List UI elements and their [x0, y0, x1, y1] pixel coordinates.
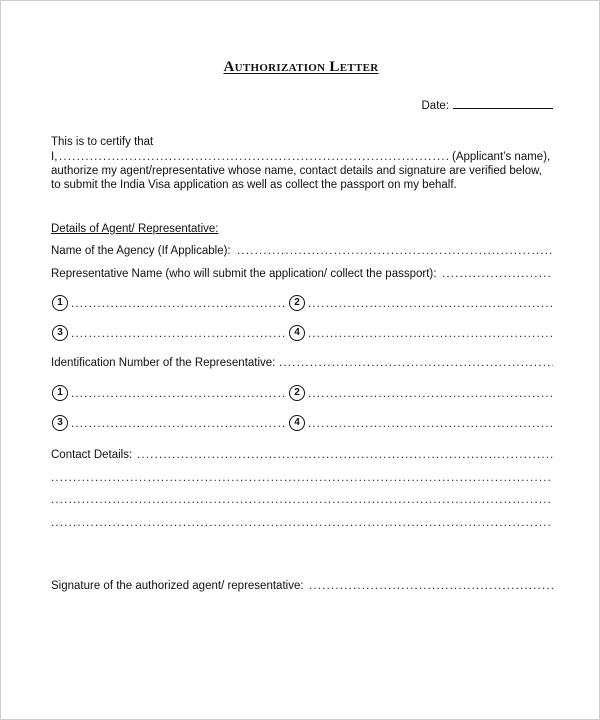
rep-name-field[interactable] — [442, 267, 551, 281]
id-number-3-icon: 3 — [52, 415, 68, 431]
id-field-4[interactable] — [308, 417, 553, 431]
id-number-2-icon: 2 — [289, 385, 305, 401]
name-field-2[interactable] — [308, 297, 553, 311]
agent-details-heading: Details of Agent/ Representative: — [51, 223, 219, 235]
contact-field-3[interactable] — [51, 493, 553, 507]
intro-line-1: This is to certify that — [51, 136, 154, 148]
name-field-3[interactable] — [71, 327, 285, 341]
signature-label: Signature of the authorized agent/ representative: — [51, 580, 304, 592]
signature-field[interactable] — [309, 579, 553, 593]
id-number-1-icon: 1 — [52, 385, 68, 401]
number-4-icon: 4 — [289, 325, 305, 341]
id-number-4-icon: 4 — [289, 415, 305, 431]
number-3-icon: 3 — [52, 325, 68, 341]
contact-field-2[interactable] — [51, 471, 553, 485]
intro-line-4: to submit the India Visa application as well as collect the passport on my behalf. — [51, 179, 457, 191]
number-2-icon: 2 — [289, 295, 305, 311]
contact-field-4[interactable] — [51, 516, 553, 530]
intro-line-3: authorize my agent/representative whose name, contact details and signature are verified below, — [51, 165, 542, 177]
contact-label: Contact Details: — [51, 449, 133, 461]
name-field-1[interactable] — [71, 297, 285, 311]
applicant-name-field[interactable] — [59, 150, 451, 164]
intro-line-2-end: (Applicant’s name), — [452, 151, 551, 163]
id-number-field[interactable] — [279, 356, 553, 370]
id-field-1[interactable] — [71, 387, 285, 401]
id-field-2[interactable] — [308, 387, 553, 401]
number-1-icon: 1 — [52, 295, 68, 311]
agency-label: Name of the Agency (If Applicable): — [51, 245, 231, 257]
document-title: Authorization Letter — [223, 59, 379, 75]
id-field-3[interactable] — [71, 417, 285, 431]
contact-field-1[interactable] — [137, 448, 553, 462]
id-number-label: Identification Number of the Representative: — [51, 357, 276, 369]
date-row — [422, 97, 554, 113]
intro-line-2-start: I, — [51, 151, 58, 163]
date-field[interactable] — [453, 97, 553, 109]
date-label: Date: — [421, 100, 449, 112]
agency-field[interactable] — [237, 244, 553, 258]
name-field-4[interactable] — [308, 327, 553, 341]
rep-name-label: Representative Name (who will submit the application/ collect the passport): — [51, 268, 437, 280]
